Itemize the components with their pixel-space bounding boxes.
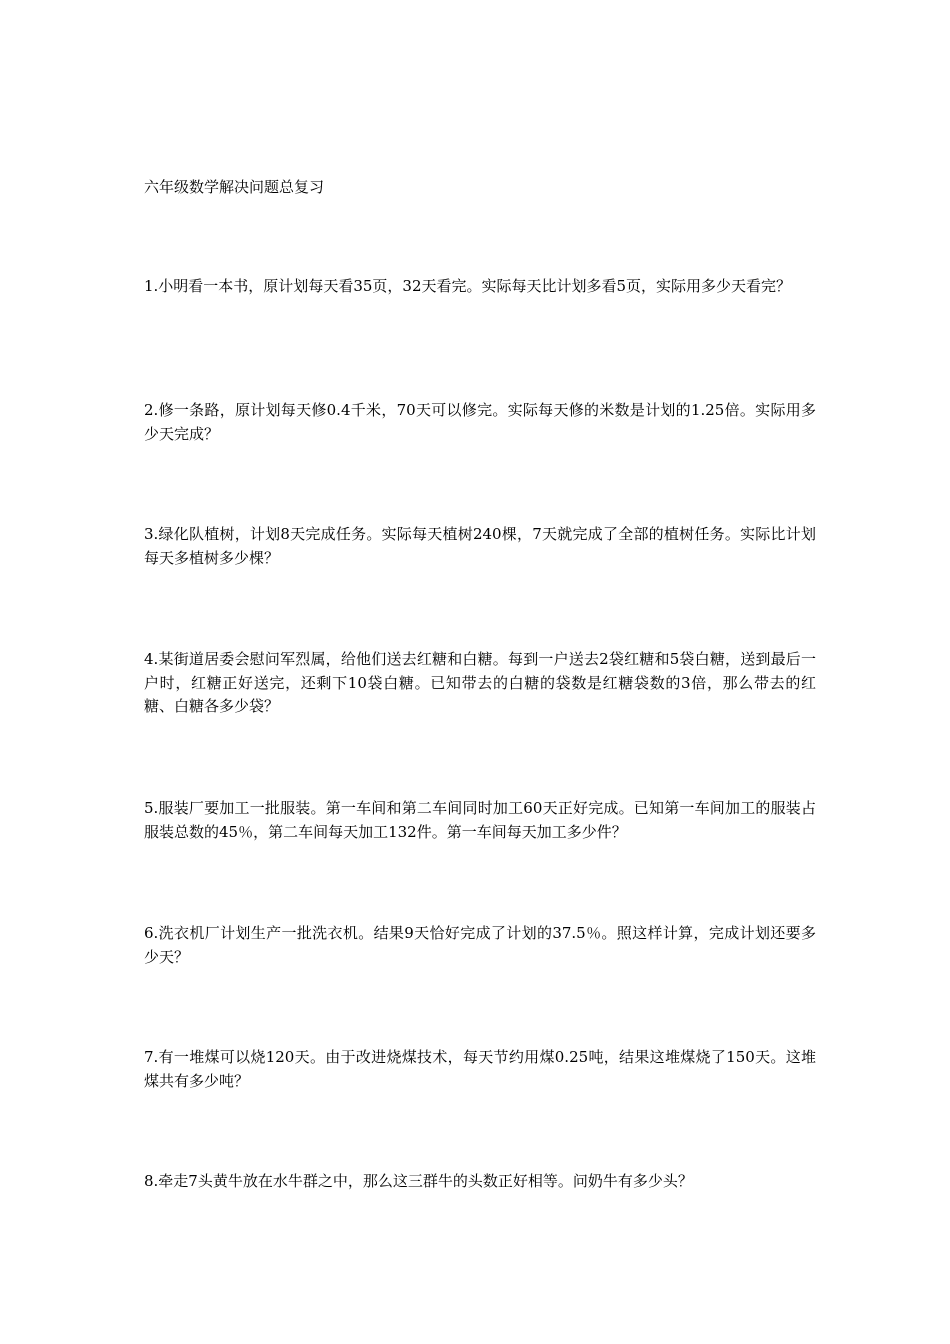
question-5: 5.服装厂要加工一批服装。第一车间和第二车间同时加工60天正好完成。已知第一车间加工的服装占服装总数的45％，第二车间每天加工132件。第一车间每天加工多少件？ bbox=[144, 799, 816, 841]
question-7: 7.有一堆煤可以烧120天。由于改进烧煤技术，每天节约用煤0.25吨，结果这堆煤烧了150天。这堆煤共有多少吨？ bbox=[144, 1048, 816, 1090]
question-3: 3.绿化队植树，计划8天完成任务。实际每天植树240棵，7天就完成了全部的植树任务。实际比计划每天多植树多少棵？ bbox=[144, 525, 816, 567]
document-title: 六年级数学解决问题总复习 bbox=[144, 178, 325, 196]
question-4: 4.某街道居委会慰问军烈属，给他们送去红糖和白糖。每到一户送去2袋红糖和5袋白糖，送到最后一户时，红糖正好送完，还剩下10袋白糖。已知带去的白糖的袋数是红糖袋数的3倍，那么带去的红糖、白糖各多少袋？ bbox=[144, 650, 816, 715]
question-6: 6.洗衣机厂计划生产一批洗衣机。结果9天恰好完成了计划的37.5％。照这样计算，完成计划还要多少天？ bbox=[144, 924, 816, 966]
question-2: 2.修一条路，原计划每天修0.4千米，70天可以修完。实际每天修的米数是计划的1.25倍。实际用多少天完成？ bbox=[144, 401, 816, 443]
question-1: 1.小明看一本书，原计划每天看35页，32天看完。实际每天比计划多看5页，实际用多少天看完？ bbox=[144, 277, 792, 295]
question-8: 8.牵走7头黄牛放在水牛群之中，那么这三群牛的头数正好相等。问奶牛有多少头？ bbox=[144, 1172, 693, 1190]
